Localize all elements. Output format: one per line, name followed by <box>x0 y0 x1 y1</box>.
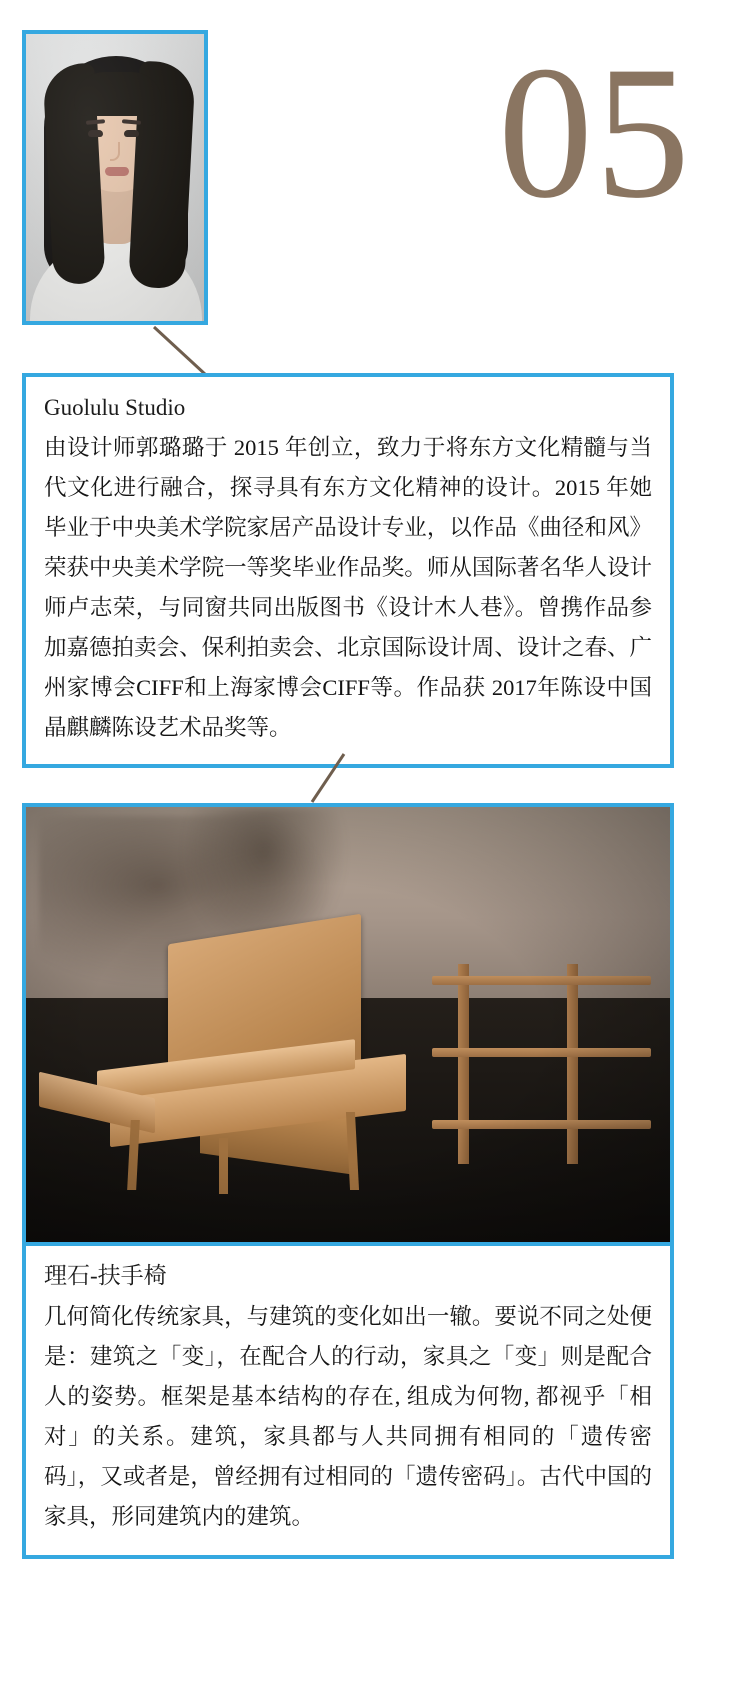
work-photo-image <box>26 807 670 1242</box>
portrait-shading <box>26 34 204 321</box>
work-title: 理石-扶手椅 <box>44 1263 167 1288</box>
connector-line-top <box>150 325 230 379</box>
designer-portrait <box>22 30 208 325</box>
studio-bio-card <box>22 373 674 768</box>
work-description: 几何简化传统家具，与建筑的变化如出一辙。要说不同之处便是：建筑之「变」，在配合人的行动，家具之「变」则是配合人的姿势。框架是基本结构的存在, 组成为何物, 都视乎「相对」的关系。建筑，家具都与人共同拥有相同的「遗传密码」，又或者是，曾经拥有过相同的「遗传密码」。古代中国的家具，形同建筑内的建筑。 <box>44 1303 652 1530</box>
studio-description: 由设计师郭璐璐于 2015 年创立，致力于将东方文化精髓与当代文化进行融合，探寻具有东方文化精神的设计。2015 年她毕业于中央美术学院家居产品设计专业，以作品《曲径和风》荣获中央美术学院一等奖毕业作品奖。师从国际著名华人设计师卢志荣，与同窗共同出版图书《设计木人巷》。曾携作品参加嘉德拍卖会、保利拍卖会、北京国际设计周、设计之春、广州家博会CIFF和上海家博会CIFF等。作品获 2017年陈设中国晶麒麟陈设艺术品奖等。 <box>44 434 652 740</box>
connector-line-bottom <box>300 752 360 806</box>
work-caption-card <box>22 1246 674 1559</box>
studio-name: Guolulu Studio <box>44 395 186 420</box>
page-number: 05 <box>498 28 692 238</box>
photo-vignette <box>26 807 670 1242</box>
portrait-image <box>26 34 204 321</box>
work-photo <box>22 803 674 1246</box>
